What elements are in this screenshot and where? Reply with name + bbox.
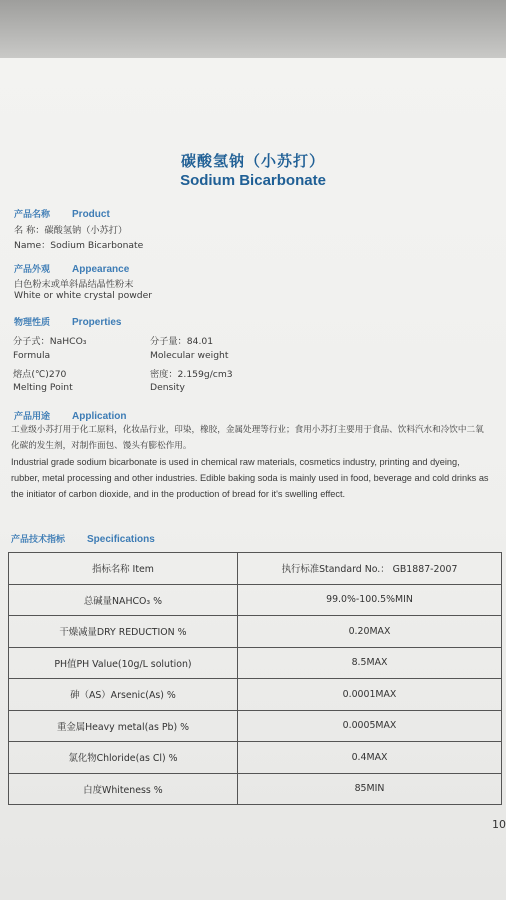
specifications-heading-cn: 产品技术指标 — [11, 535, 66, 545]
appearance-text-en: White or white crystal powder — [14, 290, 153, 301]
specifications-heading-en: Specifications — [87, 534, 155, 545]
appearance-heading — [14, 262, 129, 275]
properties-heading-en: Properties — [72, 317, 122, 328]
molecular-weight-en: Molecular weight — [150, 350, 229, 361]
spec-item: 总碱量NAHCO₃ % — [9, 584, 238, 616]
spec-value: 0.4MAX — [238, 742, 502, 774]
title-english: Sodium Bicarbonate — [180, 172, 326, 189]
spec-value: 0.20MAX — [238, 616, 502, 648]
table-row — [9, 773, 502, 805]
header-standard: 执行标准Standard No.： GB1887-2007 — [238, 553, 502, 585]
table-row — [9, 584, 502, 616]
molecular-weight-cn: 分子量：84.01 — [150, 336, 214, 347]
spec-value: 0.0005MAX — [238, 710, 502, 742]
application-heading-en: Application — [72, 411, 127, 422]
table-header-row — [9, 553, 502, 585]
spec-item: 砷（AS）Arsenic(As) % — [9, 679, 238, 711]
title-chinese: 碳酸氢钠（小苏打） — [180, 152, 325, 170]
spec-value: 99.0%-100.5%MIN — [238, 584, 502, 616]
product-heading-cn: 产品名称 — [14, 210, 51, 220]
formula-en: Formula — [13, 350, 51, 361]
properties-heading — [14, 315, 121, 328]
spec-value: 8.5MAX — [238, 647, 502, 679]
melting-point-cn: 熔点(℃)270 — [13, 369, 67, 380]
header-item: 指标名称 Item — [9, 553, 238, 585]
appearance-heading-cn: 产品外观 — [14, 265, 51, 275]
spec-item: PH值PH Value(10g/L solution) — [9, 647, 238, 679]
product-heading — [14, 207, 110, 220]
spec-item: 重金属Heavy metal(as Pb) % — [9, 710, 238, 742]
application-heading-cn: 产品用途 — [14, 412, 51, 422]
product-name-en: Name：Sodium Bicarbonate — [14, 240, 144, 251]
application-text-en: Industrial grade sodium bicarbonate is used in chemical raw materials, cosmetics industry, printing and dyeing, rubber, metal processing and other industries. Edible baking soda is mainly used in food, beverage and cold drinks as the initiator of carbon dioxide, and in the production of bread for it's swelling effect. — [11, 457, 489, 499]
formula-cn: 分子式：NaHCO₃ — [13, 336, 87, 347]
properties-heading-cn: 物理性质 — [14, 318, 51, 328]
table-row — [9, 647, 502, 679]
background-edge — [0, 0, 506, 58]
page-number: 10 — [492, 818, 506, 831]
table-row — [9, 742, 502, 774]
application-text-cn: 工业级小苏打用于化工原料，化妆品行业，印染，橡胶，金属处理等行业；食用小苏打主要用于食品、饮料汽水和冷饮中二氧化碳的发生剂，对制作面包、馒头有膨松作用。 — [11, 425, 484, 451]
product-name-cn: 名 称：碳酸氢钠（小苏打） — [14, 225, 128, 236]
spec-item: 氯化物Chloride(as Cl) % — [9, 742, 238, 774]
specifications-heading — [11, 532, 155, 545]
melting-point-en: Melting Point — [13, 382, 73, 393]
appearance-text-cn: 白色粉末或单斜晶结晶性粉末 — [14, 279, 134, 290]
specifications-table — [8, 552, 502, 805]
density-en: Density — [150, 382, 185, 393]
density-cn: 密度：2.159g/cm3 — [150, 369, 233, 380]
application-heading — [14, 409, 126, 422]
spec-item: 干燥减量DRY REDUCTION % — [9, 616, 238, 648]
product-heading-en: Product — [72, 209, 110, 220]
spec-value: 0.0001MAX — [238, 679, 502, 711]
table-row — [9, 616, 502, 648]
table-row — [9, 679, 502, 711]
spec-item: 白度Whiteness % — [9, 773, 238, 805]
appearance-heading-en: Appearance — [72, 264, 130, 275]
table-row — [9, 710, 502, 742]
spec-value: 85MIN — [238, 773, 502, 805]
